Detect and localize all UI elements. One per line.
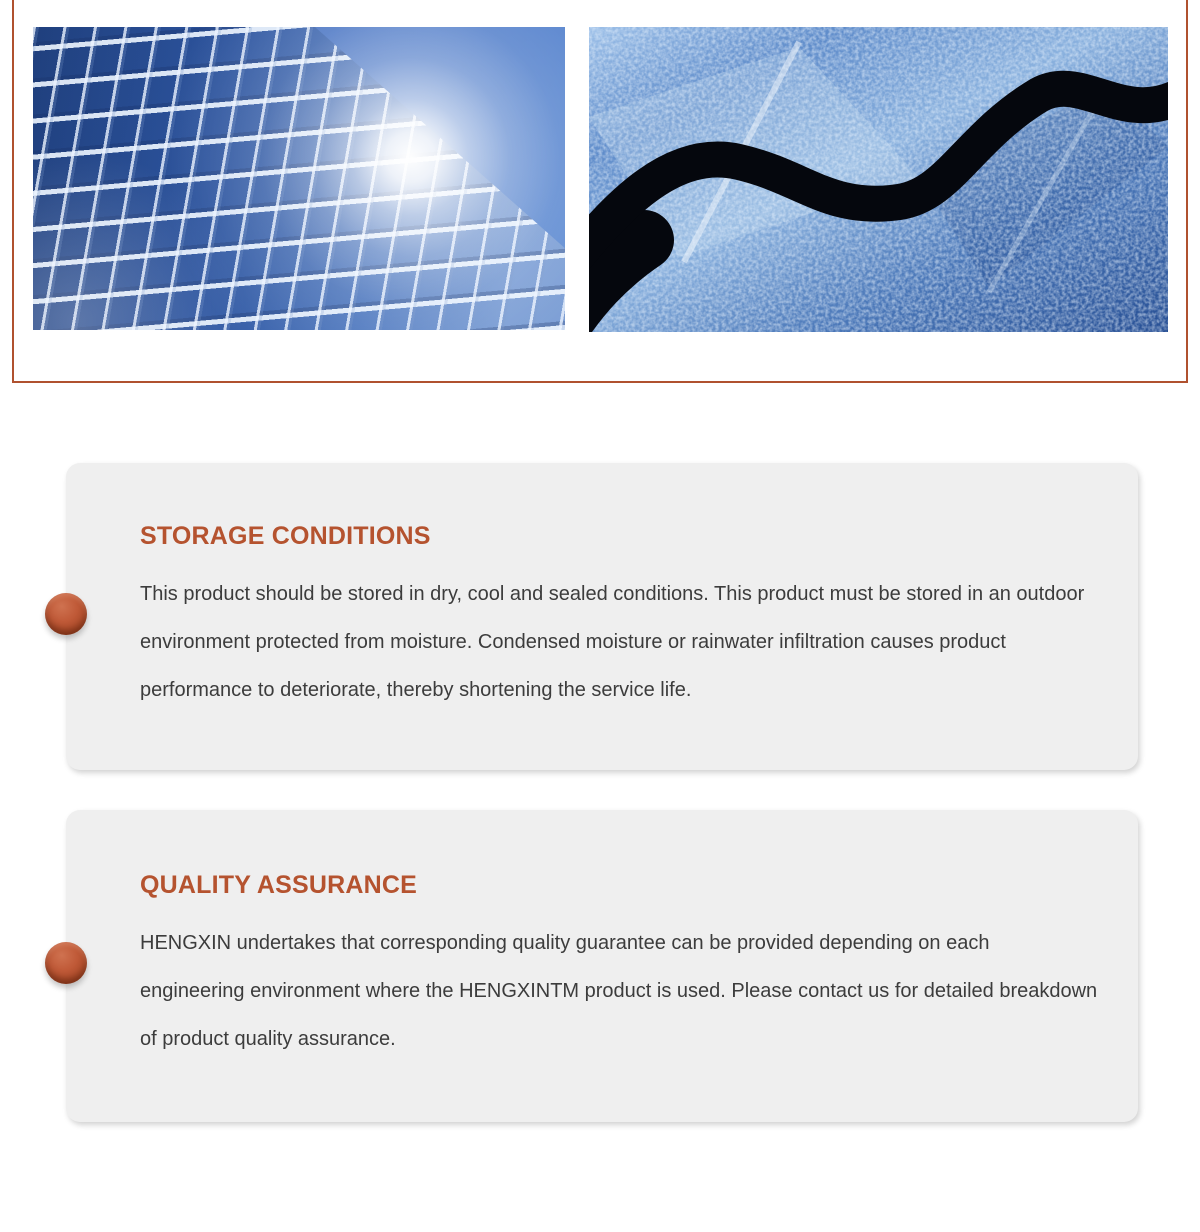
- bullet-sphere-icon: [45, 942, 87, 984]
- card-body: HENGXIN undertakes that corresponding quality guarantee can be provided depending on each engineering environment where the HENGXINTM product is used. Please contact us for detailed breakdown of product quality assurance.: [140, 932, 1098, 1050]
- info-card-storage: [66, 463, 1138, 770]
- skyscraper-photo: [33, 27, 565, 330]
- bullet-sphere-icon: [45, 593, 87, 635]
- card-body: This product should be stored in dry, cool and sealed conditions. This product must be stored in an outdoor environment protected from moisture. Condensed moisture or rainwater infiltration causes product performance to deteriorate, thereby shortening the service life.: [140, 582, 1085, 701]
- sun-glare-art: [33, 27, 565, 330]
- wet-roof-photo: [589, 27, 1168, 332]
- card-title: STORAGE CONDITIONS: [140, 521, 431, 550]
- card-title: QUALITY ASSURANCE: [140, 871, 418, 899]
- info-card-quality: [66, 810, 1138, 1122]
- hero-image-panel: [12, 0, 1188, 383]
- roof-art: [589, 27, 1168, 332]
